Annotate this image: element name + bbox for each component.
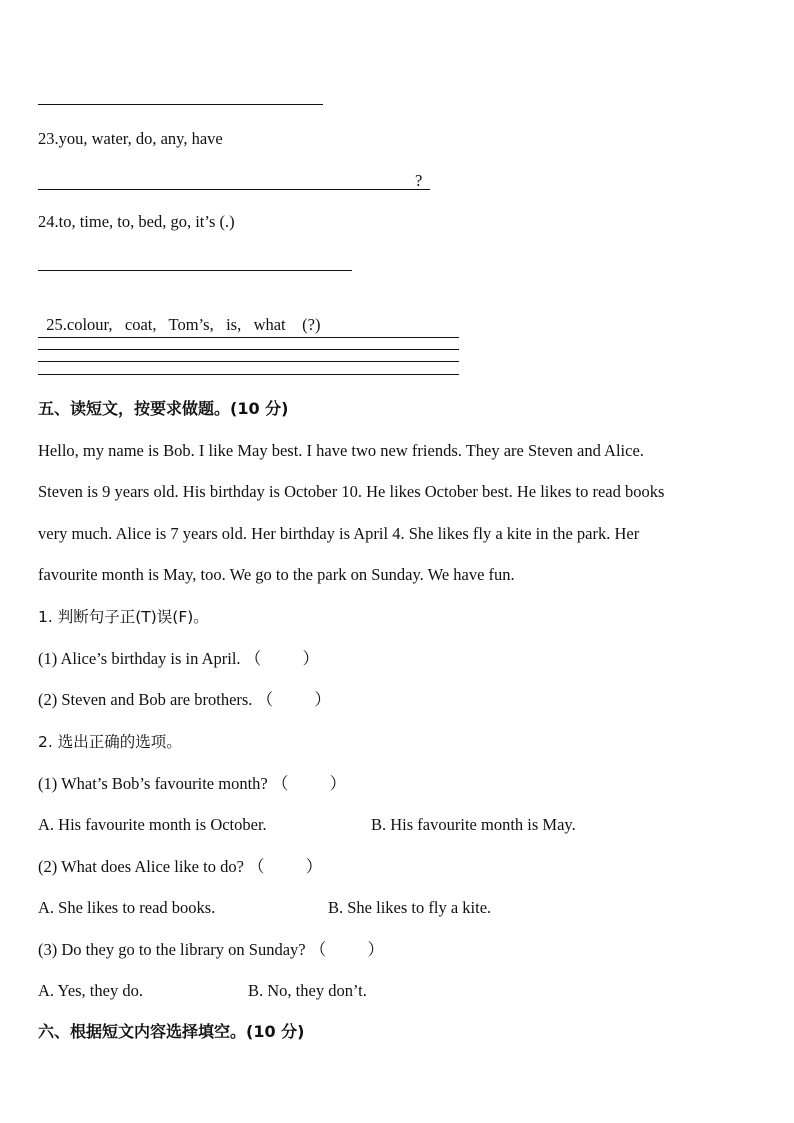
question-24	[38, 212, 235, 232]
rule-line	[38, 361, 459, 362]
question-text: (3) Do they go to the library on Sunday?	[38, 940, 306, 959]
tf-item-2	[38, 690, 331, 710]
question-number: 25	[46, 315, 63, 334]
choice-question-2	[38, 857, 322, 877]
answer-blank[interactable]: （ ）	[256, 690, 331, 709]
passage-line: Hello, my name is Bob. I like May best. I have two new friends. They are Steven and Alice.	[38, 441, 644, 460]
question-mark: ?	[415, 171, 423, 190]
question-number: 23	[38, 129, 55, 148]
passage-line: favourite month is May, too. We go to the park on Sunday. We have fun.	[38, 565, 515, 584]
answer-blank[interactable]: （ ）	[309, 940, 384, 959]
question-words: .colour, coat, Tom’s, is, what (?)	[62, 315, 321, 334]
option-a: A. Yes, they do.	[38, 981, 143, 1000]
choice-question-1	[38, 774, 346, 794]
choice-question-3	[38, 940, 384, 960]
passage-line: very much. Alice is 7 years old. Her birthday is April 4. She likes fly a kite in the park. Her	[38, 524, 640, 543]
item-text: (1) Alice’s birthday is in April.	[38, 649, 241, 668]
answer-line-q25[interactable]	[38, 337, 459, 338]
option-b: B. No, they don’t.	[248, 981, 367, 1000]
answer-blank[interactable]: （ ）	[244, 649, 319, 668]
task-1-title: 1. 判断句子正(T)误(F)。	[38, 608, 209, 626]
section-6-heading: 六、根据短文内容选择填空。(10 分)	[38, 1022, 305, 1041]
answer-line-q22	[38, 104, 323, 105]
option-a: A. His favourite month is October.	[38, 815, 267, 834]
option-b: B. She likes to fly a kite.	[328, 898, 492, 917]
question-25	[38, 295, 320, 335]
question-text: (1) What’s Bob’s favourite month?	[38, 774, 268, 793]
rule-line	[38, 349, 459, 350]
question-23	[38, 129, 223, 149]
item-text: (2) Steven and Bob are brothers.	[38, 690, 253, 709]
option-a: A. She likes to read books.	[38, 898, 216, 917]
question-text: (2) What does Alice like to do?	[38, 857, 244, 876]
question-words: .to, time, to, bed, go, it’s (.)	[54, 212, 235, 231]
answer-line-q24[interactable]	[38, 270, 352, 271]
answer-line-q23[interactable]	[38, 189, 430, 190]
question-number: 24	[38, 212, 55, 231]
section-5-heading: 五、读短文，按要求做题。(10 分)	[38, 399, 289, 418]
tf-item-1	[38, 649, 319, 669]
rule-line	[38, 374, 459, 375]
passage-line: Steven is 9 years old. His birthday is October 10. He likes October best. He likes to read books	[38, 482, 665, 501]
task-2-title: 2. 选出正确的选项。	[38, 733, 182, 751]
answer-blank[interactable]: （ ）	[271, 774, 347, 793]
question-words: .you, water, do, any, have	[54, 129, 223, 148]
option-b: B. His favourite month is May.	[371, 815, 576, 834]
answer-blank[interactable]: （ ）	[248, 857, 323, 876]
